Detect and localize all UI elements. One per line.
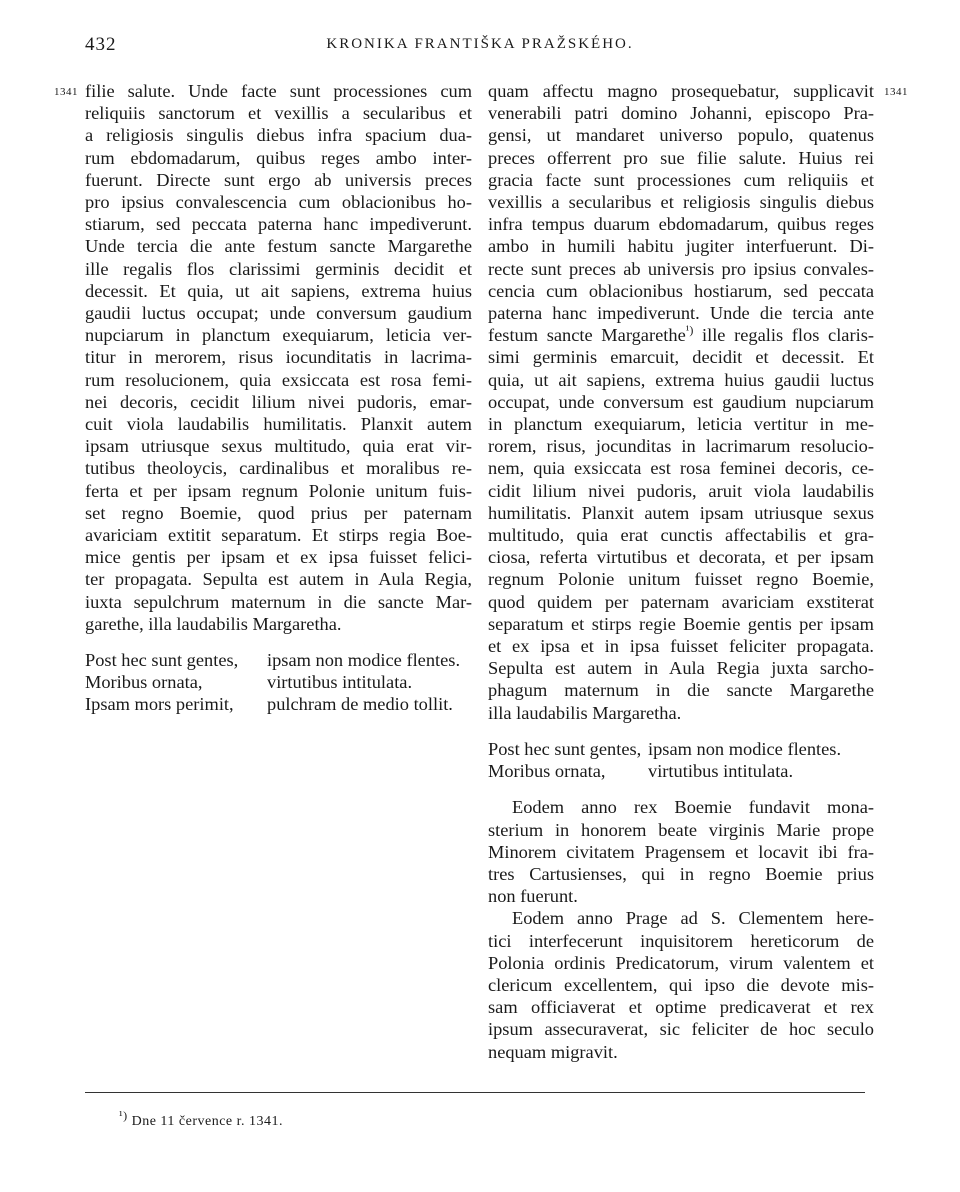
text-line: preces offerrent pro sue filie salute. Huius rei xyxy=(488,147,874,168)
footnote xyxy=(119,1108,284,1130)
text-line: cencia cum oblacionibus hostiarum, sed peccata xyxy=(488,280,874,301)
text-line: fuerunt. Directe sunt ergo ab universis preces xyxy=(85,169,472,190)
text-line: avariciam extitit separatum. Et stirps regia Boe- xyxy=(85,525,472,546)
text-line: sam officiaverat et optime predicaverat et rex xyxy=(488,997,874,1018)
footnote-rule xyxy=(85,1092,865,1093)
text-line: pro ipsius convalescencia cum oblacionibus ho- xyxy=(85,192,472,213)
text-line: ipsum assecuraverat, sic feliciter de hoc seculo xyxy=(488,1019,874,1040)
right-column-text-a xyxy=(488,80,874,324)
verse-line xyxy=(85,671,472,693)
text-line: quam affectu magno prosequebatur, supplicavit xyxy=(488,81,874,101)
text-line: recte sunt preces ab universis pro ipsius convales- xyxy=(488,258,874,279)
text-line: ferta et per ipsam regnum Polonie unitum fuis- xyxy=(85,480,472,501)
left-verse xyxy=(85,649,472,716)
text-line: a religiosis singulis diebus infra spacium dua- xyxy=(85,125,472,146)
verse-line xyxy=(85,649,472,671)
verse-second-half: virtutibus intitulata. xyxy=(648,761,794,782)
text-line: regnum Polonie unitum fuisset regno Boemie, xyxy=(488,569,874,590)
text-line: nem, quia exsiccata est rosa feminei decoris, ce- xyxy=(488,458,874,479)
verse-line xyxy=(488,738,874,760)
text-line: garethe, illa laudabilis Margaretha. xyxy=(85,613,342,634)
text-line: titur in merorem, risus iocunditatis in lacrima- xyxy=(85,347,472,368)
left-column-text xyxy=(85,80,472,635)
text-line: ciosa, referta virtutibus et decorata, et per ipsam xyxy=(488,547,874,568)
text-line: occupat, unde conversum est gaudium nupciarum xyxy=(488,391,874,412)
text-line: infra tempus duarum ebdomadarum, quibus reges xyxy=(488,214,874,235)
text-line: vexillis a secularibus et religiosis singulis diebus xyxy=(488,192,874,213)
right-verse xyxy=(488,738,874,782)
verse-line xyxy=(85,693,472,715)
text-line: cuit viola laudabilis humilitatis. Planxit autem xyxy=(85,414,472,435)
text-after-footnote: ille regalis flos claris- xyxy=(693,325,874,346)
text-line: gaudii luctus occupat; unde conversum gaudium xyxy=(85,303,472,324)
text-line: decessit. Et quia, ut ait sapiens, extrema huius xyxy=(85,280,472,301)
text-line: reliquiis sanctorum et vexillis a secularibus et xyxy=(85,103,472,124)
text-line: multitudo, quia erat cunctis affectabilis et gra- xyxy=(488,525,874,546)
text-line: filie salute. Unde facte sunt processiones cum xyxy=(85,81,472,101)
text-line: nequam migravit. xyxy=(488,1041,618,1062)
margin-year-left: 1341 xyxy=(54,86,78,98)
footnote-marker: ¹) xyxy=(119,1108,128,1123)
text-line: set regno Boemie, quod prius per paternam xyxy=(85,502,472,523)
text-line: phagum maternum in die sancte Margarethe xyxy=(488,680,874,701)
text-line: Eodem anno rex Boemie fundavit mona- xyxy=(512,797,874,818)
verse-first-half: Post hec sunt gentes, xyxy=(488,738,642,759)
text-line: humilitatis. Planxit autem ipsam utriusque sexus xyxy=(488,502,874,523)
text-line: gracia facte sunt processiones cum reliquiis et xyxy=(488,169,874,190)
verse-second-half: ipsam non modice flentes. xyxy=(648,738,842,759)
footnote-text: Dne 11 července r. 1341. xyxy=(127,1114,284,1129)
text-line: clericum excellentem, qui ipso die devote mis- xyxy=(488,974,874,995)
page-header xyxy=(85,34,875,58)
text-line: rorem, risus, jocunditas in lacrimarum resolucio- xyxy=(488,436,874,457)
text-line: ter propagata. Sepulta est autem in Aula Regia, xyxy=(85,569,472,590)
page-number: 432 xyxy=(85,34,117,55)
verse-first-half: Post hec sunt gentes, xyxy=(85,650,239,671)
verse-line xyxy=(488,760,874,782)
text-line: tici interfecerunt inquisitorem hereticorum de xyxy=(488,930,874,951)
text-line: mice gentis per ipsam et ex ipsa fuisset felici- xyxy=(85,547,472,568)
text-line: in planctum exequiarum, leticia vertitur in me- xyxy=(488,414,874,435)
text-line: ipsam utriusque sexus multitudo, quia erat vir- xyxy=(85,436,472,457)
footnote-reference[interactable]: ¹) xyxy=(685,323,694,338)
verse-second-half: pulchram de medio tollit. xyxy=(267,694,453,715)
text-line: ambo in humili habitu jugiter interfuerunt. Di- xyxy=(488,236,874,257)
text-line: Polonia ordinis Predicatorum, virum valentem et xyxy=(488,952,874,973)
right-column-text-b xyxy=(488,346,874,723)
verse-second-half: ipsam non modice flentes. xyxy=(267,650,461,671)
text-line: cidit lilium nivei pudoris, aruit viola laudabilis xyxy=(488,480,874,501)
text-line: stiarum, sed peccata paterna hanc impediverunt. xyxy=(85,214,472,235)
text-line: Eodem anno Prage ad S. Clementem here- xyxy=(512,908,874,929)
text-line-footnote-ref xyxy=(488,324,874,346)
text-line: illa laudabilis Margaretha. xyxy=(488,702,682,723)
text-line: Unde tercia die ante festum sancte Margarethe xyxy=(85,236,472,257)
text-line: non fuerunt. xyxy=(488,886,578,907)
left-column xyxy=(85,80,472,716)
text-line: tres Cartusienses, qui in regno Boemie prius xyxy=(488,863,874,884)
text-line: rum ebdomadarum, quibus reges ambo inter- xyxy=(85,147,472,168)
text-line: quia, ut ait sapiens, extrema huius gaudii luctus xyxy=(488,369,874,390)
text-line: iuxta sepulchrum maternum in die sancte Mar- xyxy=(85,591,472,612)
text-line: nei decoris, cecidit lilium nivei pudoris, emar- xyxy=(85,391,472,412)
text-line: separatum et stirps regie Boemie gentis per ipsam xyxy=(488,613,874,634)
paragraph-monastery xyxy=(488,796,874,907)
margin-year-right: 1341 xyxy=(884,86,908,98)
text-before-footnote: festum sancte Margarethe xyxy=(488,325,686,346)
text-line: ille regalis flos clarissimi germinis decidit et xyxy=(85,258,472,279)
text-line: venerabili patri domino Johanni, episcopo Pra- xyxy=(488,103,874,124)
text-line: Sepulta est autem in Aula Regia juxta sarcho- xyxy=(488,658,874,679)
paragraph-inquisitor xyxy=(488,907,874,1062)
text-line: paterna hanc impediverunt. Unde die tercia ante xyxy=(488,303,874,324)
text-line: gensi, ut mandaret universo populo, quatenus xyxy=(488,125,874,146)
verse-first-half: Ipsam mors perimit, xyxy=(85,694,234,715)
text-line: sterium in honorem beate virginis Marie prope xyxy=(488,819,874,840)
text-line: simi germinis emarcuit, decidit et decessit. Et xyxy=(488,347,874,368)
verse-second-half: virtutibus intitulata. xyxy=(267,672,413,693)
running-title: KRONIKA FRANTIŠKA PRAŽSKÉHO. xyxy=(326,36,634,52)
text-line: et ex ipsa et in ipsa fuisset feliciter propagata. xyxy=(488,636,874,657)
verse-first-half: Moribus ornata, xyxy=(85,672,203,693)
right-column xyxy=(488,80,874,1063)
text-line: tutibus theoloycis, cardinalibus et moralibus re- xyxy=(85,458,472,479)
text-line: quod quidem per paternam avariciam exstiterat xyxy=(488,591,874,612)
verse-first-half: Moribus ornata, xyxy=(488,761,606,782)
text-line: nupciarum in planctum exequiarum, leticia ver- xyxy=(85,325,472,346)
text-line: Minorem civitatem Pragensem et locavit ibi fra- xyxy=(488,841,874,862)
text-line: rum resolucionem, quia exsiccata est rosa femi- xyxy=(85,369,472,390)
